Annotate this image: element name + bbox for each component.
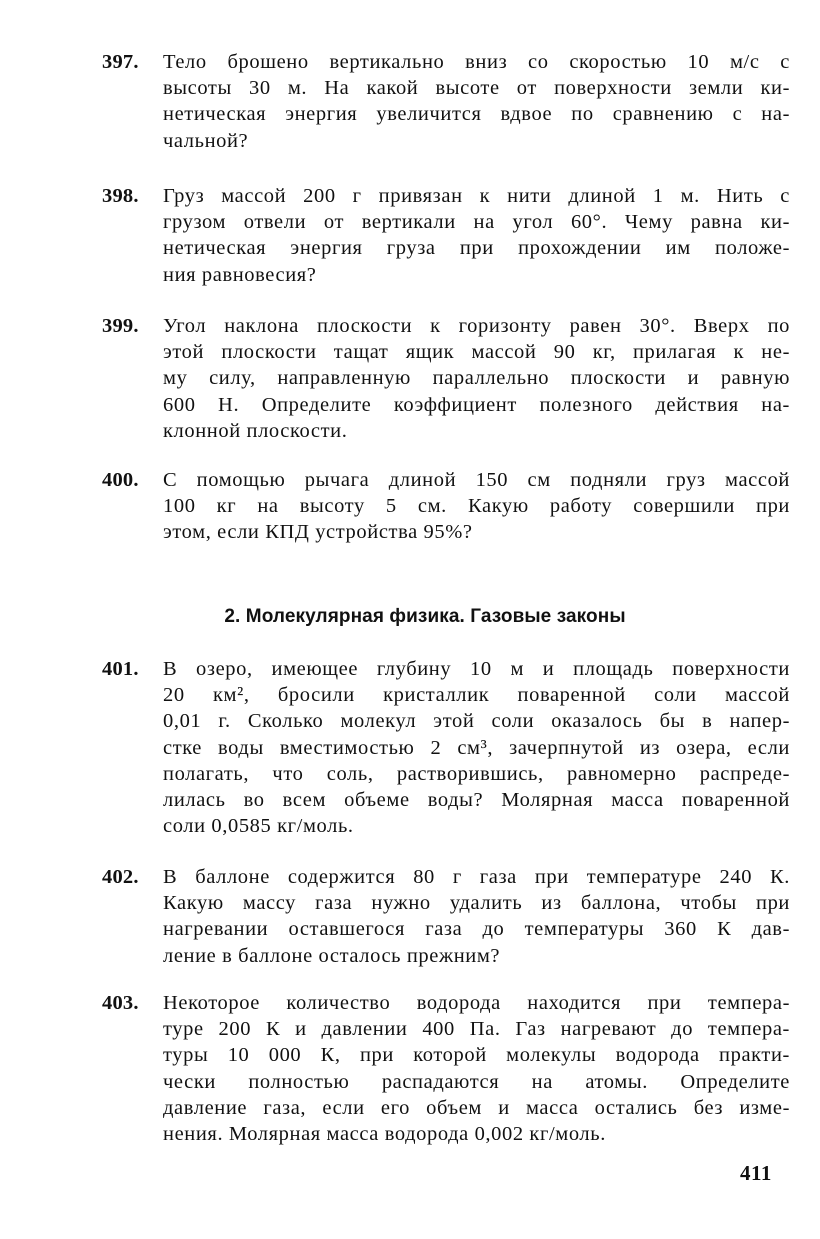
text-line: 600 Н. Определите коэффициент полезного действия на-: [163, 393, 790, 416]
text-line: Какую массу газа нужно удалить из баллона, чтобы при: [163, 892, 790, 915]
problem-number: 399.: [102, 315, 139, 337]
problem-text: [163, 990, 790, 1147]
text-line: нагревании оставшегося газа до температуры 360 К дав-: [163, 918, 790, 941]
text-line: Некоторое количество водорода находится при темпера-: [163, 992, 790, 1014]
text-line: лилась во всем объеме воды? Молярная масса поваренной: [163, 788, 790, 811]
text-line: соли 0,0585 кг/моль.: [163, 815, 354, 838]
text-line: ление в баллоне осталось прежним?: [163, 944, 501, 967]
problem-text: [163, 49, 790, 154]
text-line: ния равновесия?: [163, 263, 317, 286]
text-line: давление газа, если его объем и масса остались без изме-: [163, 1096, 790, 1119]
text-line: Груз массой 200 г привязан к нити длиной 1 м. Нить с: [163, 185, 790, 207]
page-number: 411: [740, 1161, 772, 1185]
text-line: туре 200 К и давлении 400 Па. Газ нагревают до темпера-: [163, 1018, 790, 1041]
problem-number: 400.: [102, 469, 139, 491]
text-line: 0,01 г. Сколько молекул этой соли оказалось бы в напер-: [163, 710, 790, 733]
text-line: нетическая энергия увеличится вдвое по сравнению с на-: [163, 103, 790, 126]
problem-text: [163, 467, 790, 546]
text-line: туры 10 000 К, при которой молекулы водорода практи-: [163, 1044, 790, 1067]
text-line: грузом отвели от вертикали на угол 60°. Чему равна ки-: [163, 211, 790, 234]
text-line: нения. Молярная масса водорода 0,002 кг/моль.: [163, 1122, 606, 1145]
text-line: клонной плоскости.: [163, 419, 348, 442]
text-line: С помощью рычага длиной 150 см подняли груз массой: [163, 469, 790, 491]
text-line: В озеро, имеющее глубину 10 м и площадь поверхности: [163, 658, 790, 680]
text-line: 100 кг на высоту 5 см. Какую работу совершили при: [163, 495, 790, 518]
text-line: стке воды вместимостью 2 см³, зачерпнутой из озера, если: [163, 736, 790, 759]
text-line: нетическая энергия груза при прохождении им положе-: [163, 237, 790, 260]
problem-text: [163, 656, 790, 839]
section-title: 2. Молекулярная физика. Газовые законы: [224, 606, 626, 627]
text-line: 20 км², бросили кристаллик поваренной соли массой: [163, 684, 790, 707]
text-line: чальной?: [163, 129, 249, 152]
text-line: В баллоне содержится 80 г газа при температуре 240 К.: [163, 866, 790, 888]
problem-number: 398.: [102, 185, 139, 207]
text-line: высоты 30 м. На какой высоте от поверхности земли ки-: [163, 77, 790, 100]
text-line: полагать, что соль, растворившись, равномерно распреде-: [163, 762, 790, 785]
text-line: чески полностью распадаются на атомы. Определите: [163, 1070, 790, 1093]
text-line: этом, если КПД устройства 95%?: [163, 521, 473, 544]
text-line: Тело брошено вертикально вниз со скоростью 10 м/с с: [163, 51, 790, 73]
problem-number: 402.: [102, 866, 139, 888]
problem-text: [163, 864, 790, 969]
problem-number: 403.: [102, 992, 139, 1014]
text-line: Угол наклона плоскости к горизонту равен 30°. Вверх по: [163, 315, 790, 337]
text-line: этой плоскости тащат ящик массой 90 кг, прилагая к не-: [163, 341, 790, 364]
problem-text: [163, 313, 790, 444]
problem-text: [163, 183, 790, 288]
problem-number: 401.: [102, 658, 139, 680]
text-line: му силу, направленную параллельно плоскости и равную: [163, 367, 790, 390]
problem-number: 397.: [102, 51, 139, 73]
